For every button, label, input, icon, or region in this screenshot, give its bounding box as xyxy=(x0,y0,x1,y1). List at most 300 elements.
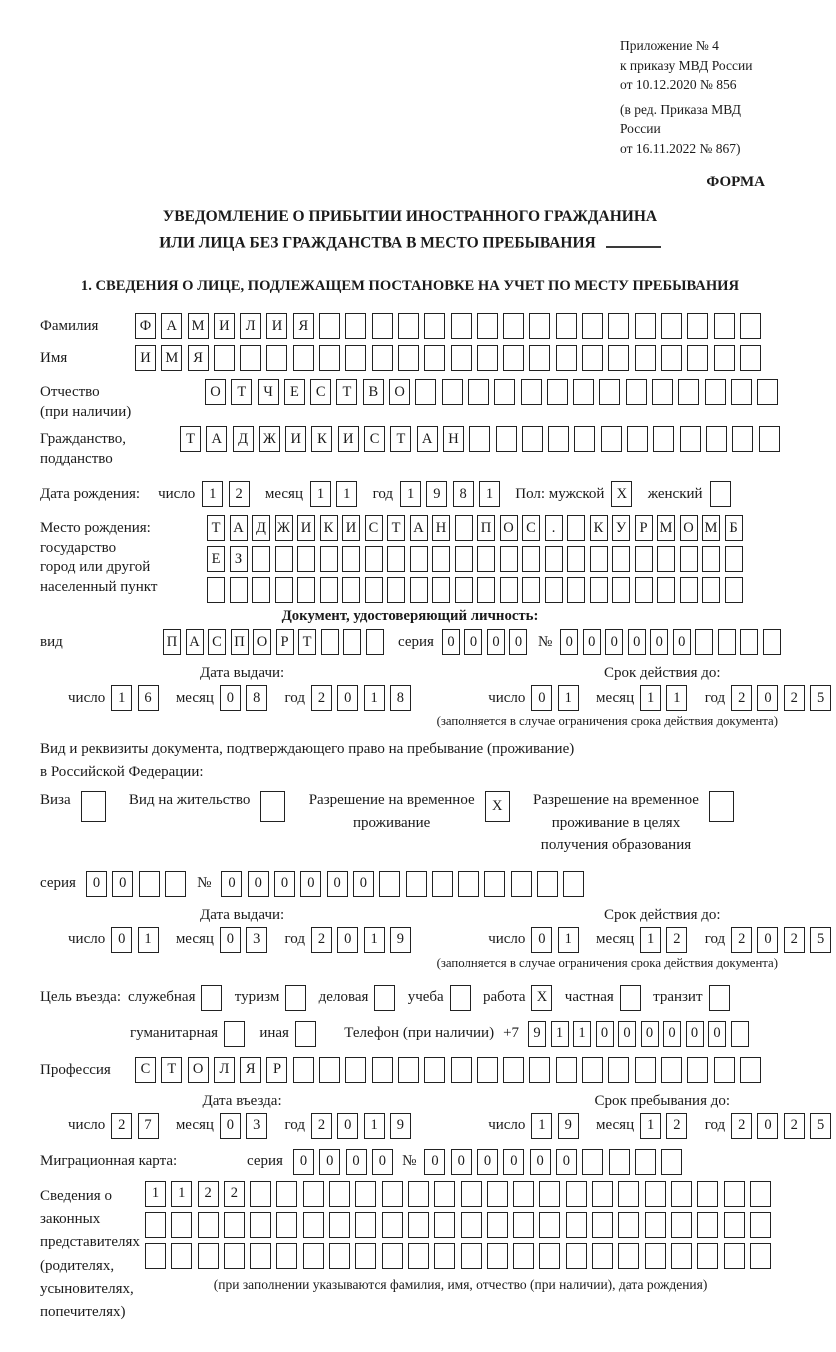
char-cell[interactable] xyxy=(592,1181,613,1207)
char-cell[interactable] xyxy=(627,426,648,452)
char-cell[interactable]: 0 xyxy=(530,1149,551,1175)
char-cell[interactable]: 1 xyxy=(400,481,421,507)
char-cell[interactable]: 0 xyxy=(605,629,623,655)
char-cell[interactable] xyxy=(250,1181,271,1207)
char-cell[interactable]: 9 xyxy=(390,1113,411,1139)
char-cell[interactable] xyxy=(740,629,758,655)
char-cell[interactable]: И xyxy=(266,313,287,339)
char-cell[interactable] xyxy=(556,1057,577,1083)
char-cell[interactable]: 9 xyxy=(390,927,411,953)
char-cell[interactable]: А xyxy=(186,629,204,655)
char-cell[interactable]: Е xyxy=(284,379,305,405)
char-cell[interactable] xyxy=(224,1243,245,1269)
char-cell[interactable] xyxy=(145,1212,166,1238)
char-cell[interactable] xyxy=(529,1057,550,1083)
char-cell[interactable]: Т xyxy=(231,379,252,405)
char-cell[interactable] xyxy=(545,577,563,603)
char-cell[interactable] xyxy=(382,1243,403,1269)
char-cell[interactable]: 0 xyxy=(628,629,646,655)
char-cell[interactable] xyxy=(250,1243,271,1269)
char-cell[interactable]: 1 xyxy=(573,1021,591,1047)
char-cell[interactable]: 5 xyxy=(810,927,831,953)
char-cell[interactable]: 2 xyxy=(784,1113,805,1139)
char-cell[interactable] xyxy=(355,1212,376,1238)
char-cell[interactable] xyxy=(468,379,489,405)
char-cell[interactable]: 0 xyxy=(353,871,374,897)
char-cell[interactable] xyxy=(563,871,584,897)
char-cell[interactable]: 0 xyxy=(583,629,601,655)
char-cell[interactable] xyxy=(214,345,235,371)
char-cell[interactable] xyxy=(740,313,761,339)
char-cell[interactable]: О xyxy=(500,515,518,541)
char-cell[interactable] xyxy=(366,629,384,655)
char-cell[interactable]: 1 xyxy=(558,927,579,953)
char-cell[interactable] xyxy=(678,379,699,405)
char-cell[interactable]: М xyxy=(702,515,720,541)
char-cell[interactable]: 0 xyxy=(372,1149,393,1175)
char-cell[interactable] xyxy=(657,546,675,572)
char-cell[interactable] xyxy=(511,871,532,897)
char-cell[interactable]: 2 xyxy=(111,1113,132,1139)
char-cell[interactable] xyxy=(434,1243,455,1269)
char-cell[interactable] xyxy=(590,577,608,603)
char-cell[interactable]: И xyxy=(285,426,306,452)
char-cell[interactable]: 0 xyxy=(596,1021,614,1047)
char-cell[interactable] xyxy=(406,871,427,897)
char-cell[interactable] xyxy=(521,379,542,405)
char-cell[interactable] xyxy=(293,1057,314,1083)
char-cell[interactable]: 0 xyxy=(220,685,241,711)
char-cell[interactable]: А xyxy=(206,426,227,452)
char-cell[interactable] xyxy=(408,1181,429,1207)
char-cell[interactable] xyxy=(731,379,752,405)
char-cell[interactable] xyxy=(757,379,778,405)
char-cell[interactable] xyxy=(750,1243,771,1269)
char-cell[interactable] xyxy=(635,345,656,371)
char-cell[interactable] xyxy=(303,1212,324,1238)
char-cell[interactable] xyxy=(329,1181,350,1207)
char-cell[interactable]: 0 xyxy=(509,629,527,655)
char-cell[interactable]: 9 xyxy=(426,481,447,507)
char-cell[interactable]: 1 xyxy=(171,1181,192,1207)
char-cell[interactable]: И xyxy=(338,426,359,452)
char-cell[interactable] xyxy=(695,629,713,655)
char-cell[interactable] xyxy=(139,871,160,897)
char-cell[interactable]: А xyxy=(161,313,182,339)
char-cell[interactable] xyxy=(321,629,339,655)
char-cell[interactable] xyxy=(410,577,428,603)
char-cell[interactable] xyxy=(408,1212,429,1238)
char-cell[interactable] xyxy=(382,1181,403,1207)
char-cell[interactable]: Ф xyxy=(135,313,156,339)
char-cell[interactable] xyxy=(740,345,761,371)
char-cell[interactable]: 1 xyxy=(640,685,661,711)
char-cell[interactable] xyxy=(319,313,340,339)
char-cell[interactable]: 2 xyxy=(731,1113,752,1139)
char-cell[interactable]: А xyxy=(410,515,428,541)
char-cell[interactable]: Б xyxy=(725,515,743,541)
char-cell[interactable]: 0 xyxy=(319,1149,340,1175)
char-cell[interactable] xyxy=(714,1057,735,1083)
char-cell[interactable]: 0 xyxy=(531,927,552,953)
char-cell[interactable] xyxy=(618,1243,639,1269)
char-cell[interactable] xyxy=(372,313,393,339)
char-cell[interactable]: Ч xyxy=(258,379,279,405)
char-cell[interactable] xyxy=(750,1181,771,1207)
char-cell[interactable]: 1 xyxy=(111,685,132,711)
char-cell[interactable]: Р xyxy=(266,1057,287,1083)
char-cell[interactable]: 1 xyxy=(310,481,331,507)
char-cell[interactable] xyxy=(477,313,498,339)
char-cell[interactable] xyxy=(548,426,569,452)
char-cell[interactable]: 0 xyxy=(673,629,691,655)
char-cell[interactable]: Т xyxy=(390,426,411,452)
char-cell[interactable] xyxy=(661,313,682,339)
char-cell[interactable]: О xyxy=(253,629,271,655)
char-cell[interactable]: Л xyxy=(214,1057,235,1083)
char-cell[interactable]: 1 xyxy=(666,685,687,711)
char-cell[interactable] xyxy=(81,791,106,822)
char-cell[interactable]: 2 xyxy=(784,685,805,711)
char-cell[interactable]: О xyxy=(205,379,226,405)
char-cell[interactable] xyxy=(671,1181,692,1207)
char-cell[interactable]: К xyxy=(311,426,332,452)
char-cell[interactable]: 5 xyxy=(810,1113,831,1139)
char-cell[interactable] xyxy=(635,546,653,572)
char-cell[interactable] xyxy=(759,426,780,452)
char-cell[interactable] xyxy=(415,379,436,405)
char-cell[interactable] xyxy=(718,629,736,655)
char-cell[interactable] xyxy=(582,1149,603,1175)
char-cell[interactable] xyxy=(609,1149,630,1175)
char-cell[interactable] xyxy=(458,871,479,897)
char-cell[interactable] xyxy=(671,1212,692,1238)
char-cell[interactable] xyxy=(539,1243,560,1269)
char-cell[interactable]: 2 xyxy=(311,927,332,953)
char-cell[interactable] xyxy=(556,345,577,371)
char-cell[interactable] xyxy=(653,426,674,452)
char-cell[interactable] xyxy=(567,546,585,572)
char-cell[interactable] xyxy=(387,546,405,572)
char-cell[interactable] xyxy=(582,1057,603,1083)
char-cell[interactable] xyxy=(345,313,366,339)
char-cell[interactable]: Т xyxy=(180,426,201,452)
char-cell[interactable]: 0 xyxy=(86,871,107,897)
char-cell[interactable] xyxy=(355,1181,376,1207)
char-cell[interactable] xyxy=(503,345,524,371)
char-cell[interactable] xyxy=(539,1181,560,1207)
char-cell[interactable] xyxy=(635,577,653,603)
char-cell[interactable]: 1 xyxy=(364,1113,385,1139)
char-cell[interactable] xyxy=(424,345,445,371)
char-cell[interactable] xyxy=(252,577,270,603)
char-cell[interactable] xyxy=(355,1243,376,1269)
char-cell[interactable] xyxy=(455,515,473,541)
char-cell[interactable] xyxy=(171,1243,192,1269)
char-cell[interactable]: 8 xyxy=(390,685,411,711)
char-cell[interactable]: М xyxy=(161,345,182,371)
char-cell[interactable] xyxy=(487,1243,508,1269)
char-cell[interactable] xyxy=(645,1243,666,1269)
char-cell[interactable] xyxy=(477,345,498,371)
char-cell[interactable]: 0 xyxy=(424,1149,445,1175)
char-cell[interactable] xyxy=(319,1057,340,1083)
char-cell[interactable] xyxy=(574,426,595,452)
char-cell[interactable] xyxy=(750,1212,771,1238)
char-cell[interactable]: 1 xyxy=(640,1113,661,1139)
char-cell[interactable] xyxy=(724,1212,745,1238)
char-cell[interactable] xyxy=(477,1057,498,1083)
char-cell[interactable] xyxy=(599,379,620,405)
char-cell[interactable] xyxy=(345,345,366,371)
char-cell[interactable] xyxy=(240,345,261,371)
char-cell[interactable] xyxy=(725,577,743,603)
char-cell[interactable] xyxy=(652,379,673,405)
char-cell[interactable] xyxy=(432,871,453,897)
char-cell[interactable]: 1 xyxy=(531,1113,552,1139)
char-cell[interactable] xyxy=(276,1181,297,1207)
char-cell[interactable] xyxy=(680,546,698,572)
char-cell[interactable] xyxy=(487,1212,508,1238)
char-cell[interactable] xyxy=(661,1057,682,1083)
char-cell[interactable] xyxy=(566,1243,587,1269)
char-cell[interactable] xyxy=(566,1181,587,1207)
char-cell[interactable] xyxy=(661,1149,682,1175)
char-cell[interactable]: С xyxy=(364,426,385,452)
char-cell[interactable] xyxy=(687,345,708,371)
char-cell[interactable] xyxy=(522,577,540,603)
char-cell[interactable] xyxy=(710,481,731,507)
char-cell[interactable] xyxy=(529,313,550,339)
char-cell[interactable]: 0 xyxy=(111,927,132,953)
char-cell[interactable] xyxy=(582,345,603,371)
char-cell[interactable]: 0 xyxy=(477,1149,498,1175)
char-cell[interactable] xyxy=(432,577,450,603)
char-cell[interactable]: 0 xyxy=(757,685,778,711)
char-cell[interactable] xyxy=(582,313,603,339)
char-cell[interactable] xyxy=(724,1181,745,1207)
char-cell[interactable]: Д xyxy=(233,426,254,452)
char-cell[interactable]: Н xyxy=(443,426,464,452)
char-cell[interactable]: К xyxy=(590,515,608,541)
char-cell[interactable]: М xyxy=(657,515,675,541)
char-cell[interactable] xyxy=(697,1212,718,1238)
char-cell[interactable] xyxy=(500,546,518,572)
char-cell[interactable] xyxy=(275,546,293,572)
char-cell[interactable]: Ж xyxy=(275,515,293,541)
char-cell[interactable]: 0 xyxy=(300,871,321,897)
char-cell[interactable] xyxy=(461,1181,482,1207)
char-cell[interactable]: 8 xyxy=(453,481,474,507)
char-cell[interactable] xyxy=(320,577,338,603)
char-cell[interactable]: 0 xyxy=(248,871,269,897)
char-cell[interactable] xyxy=(252,546,270,572)
char-cell[interactable] xyxy=(680,577,698,603)
char-cell[interactable]: И xyxy=(214,313,235,339)
char-cell[interactable]: А xyxy=(417,426,438,452)
char-cell[interactable] xyxy=(451,345,472,371)
char-cell[interactable]: 0 xyxy=(346,1149,367,1175)
char-cell[interactable] xyxy=(207,577,225,603)
char-cell[interactable] xyxy=(513,1212,534,1238)
char-cell[interactable]: 2 xyxy=(784,927,805,953)
char-cell[interactable]: 0 xyxy=(708,1021,726,1047)
char-cell[interactable] xyxy=(687,313,708,339)
char-cell[interactable] xyxy=(198,1212,219,1238)
char-cell[interactable]: 2 xyxy=(224,1181,245,1207)
char-cell[interactable] xyxy=(171,1212,192,1238)
char-cell[interactable] xyxy=(342,546,360,572)
char-cell[interactable] xyxy=(618,1181,639,1207)
char-cell[interactable]: 0 xyxy=(442,629,460,655)
char-cell[interactable] xyxy=(590,546,608,572)
char-cell[interactable] xyxy=(343,629,361,655)
char-cell[interactable]: 0 xyxy=(274,871,295,897)
char-cell[interactable] xyxy=(372,1057,393,1083)
char-cell[interactable] xyxy=(567,515,585,541)
char-cell[interactable] xyxy=(697,1243,718,1269)
char-cell[interactable]: 1 xyxy=(551,1021,569,1047)
char-cell[interactable] xyxy=(608,313,629,339)
char-cell[interactable] xyxy=(487,1181,508,1207)
char-cell[interactable] xyxy=(612,546,630,572)
char-cell[interactable] xyxy=(266,345,287,371)
char-cell[interactable]: И xyxy=(297,515,315,541)
char-cell[interactable] xyxy=(329,1212,350,1238)
char-cell[interactable] xyxy=(496,426,517,452)
char-cell[interactable]: П xyxy=(163,629,181,655)
char-cell[interactable] xyxy=(461,1243,482,1269)
char-cell[interactable]: В xyxy=(363,379,384,405)
char-cell[interactable]: 0 xyxy=(293,1149,314,1175)
char-cell[interactable] xyxy=(442,379,463,405)
char-cell[interactable] xyxy=(424,313,445,339)
char-cell[interactable] xyxy=(567,577,585,603)
char-cell[interactable] xyxy=(260,791,285,822)
char-cell[interactable] xyxy=(620,985,641,1011)
char-cell[interactable]: 0 xyxy=(503,1149,524,1175)
char-cell[interactable]: 3 xyxy=(246,927,267,953)
char-cell[interactable] xyxy=(451,1057,472,1083)
char-cell[interactable] xyxy=(469,426,490,452)
char-cell[interactable] xyxy=(513,1181,534,1207)
char-cell[interactable] xyxy=(566,1212,587,1238)
char-cell[interactable]: Е xyxy=(207,546,225,572)
char-cell[interactable]: 0 xyxy=(464,629,482,655)
char-cell[interactable]: 8 xyxy=(246,685,267,711)
char-cell[interactable] xyxy=(714,345,735,371)
char-cell[interactable]: 0 xyxy=(220,1113,241,1139)
char-cell[interactable] xyxy=(573,379,594,405)
char-cell[interactable]: Т xyxy=(298,629,316,655)
char-cell[interactable] xyxy=(635,1057,656,1083)
char-cell[interactable] xyxy=(709,985,730,1011)
char-cell[interactable]: X xyxy=(531,985,552,1011)
char-cell[interactable] xyxy=(608,345,629,371)
char-cell[interactable] xyxy=(410,546,428,572)
char-cell[interactable] xyxy=(706,426,727,452)
char-cell[interactable]: 2 xyxy=(666,927,687,953)
char-cell[interactable]: X xyxy=(485,791,510,822)
char-cell[interactable] xyxy=(432,546,450,572)
char-cell[interactable] xyxy=(398,345,419,371)
char-cell[interactable] xyxy=(661,345,682,371)
char-cell[interactable] xyxy=(319,345,340,371)
char-cell[interactable]: X xyxy=(611,481,632,507)
char-cell[interactable]: 2 xyxy=(666,1113,687,1139)
char-cell[interactable]: 2 xyxy=(198,1181,219,1207)
char-cell[interactable]: О xyxy=(389,379,410,405)
char-cell[interactable]: 0 xyxy=(451,1149,472,1175)
char-cell[interactable] xyxy=(484,871,505,897)
char-cell[interactable]: О xyxy=(680,515,698,541)
char-cell[interactable] xyxy=(522,426,543,452)
char-cell[interactable] xyxy=(224,1021,245,1047)
char-cell[interactable]: Я xyxy=(240,1057,261,1083)
char-cell[interactable]: 0 xyxy=(327,871,348,897)
char-cell[interactable]: 0 xyxy=(650,629,668,655)
char-cell[interactable] xyxy=(592,1212,613,1238)
char-cell[interactable] xyxy=(709,791,734,822)
char-cell[interactable] xyxy=(276,1243,297,1269)
char-cell[interactable] xyxy=(293,345,314,371)
char-cell[interactable] xyxy=(434,1181,455,1207)
char-cell[interactable] xyxy=(545,546,563,572)
char-cell[interactable]: М xyxy=(188,313,209,339)
char-cell[interactable]: 0 xyxy=(220,927,241,953)
char-cell[interactable] xyxy=(500,577,518,603)
char-cell[interactable] xyxy=(635,1149,656,1175)
char-cell[interactable] xyxy=(365,546,383,572)
char-cell[interactable] xyxy=(230,577,248,603)
char-cell[interactable] xyxy=(250,1212,271,1238)
char-cell[interactable] xyxy=(503,313,524,339)
char-cell[interactable] xyxy=(645,1181,666,1207)
char-cell[interactable]: 2 xyxy=(731,927,752,953)
char-cell[interactable] xyxy=(645,1212,666,1238)
char-cell[interactable] xyxy=(145,1243,166,1269)
char-cell[interactable] xyxy=(455,546,473,572)
char-cell[interactable]: 0 xyxy=(556,1149,577,1175)
char-cell[interactable] xyxy=(295,1021,316,1047)
char-cell[interactable] xyxy=(297,577,315,603)
char-cell[interactable]: Т xyxy=(161,1057,182,1083)
char-cell[interactable] xyxy=(477,577,495,603)
char-cell[interactable] xyxy=(702,577,720,603)
char-cell[interactable] xyxy=(724,1243,745,1269)
char-cell[interactable] xyxy=(387,577,405,603)
char-cell[interactable] xyxy=(725,546,743,572)
char-cell[interactable] xyxy=(702,546,720,572)
char-cell[interactable]: 0 xyxy=(757,1113,778,1139)
char-cell[interactable]: 1 xyxy=(138,927,159,953)
char-cell[interactable]: Я xyxy=(188,345,209,371)
char-cell[interactable] xyxy=(687,1057,708,1083)
char-cell[interactable] xyxy=(329,1243,350,1269)
char-cell[interactable]: 0 xyxy=(531,685,552,711)
char-cell[interactable]: С xyxy=(365,515,383,541)
char-cell[interactable]: 2 xyxy=(731,685,752,711)
char-cell[interactable] xyxy=(372,345,393,371)
char-cell[interactable]: Л xyxy=(240,313,261,339)
char-cell[interactable]: 0 xyxy=(618,1021,636,1047)
char-cell[interactable] xyxy=(201,985,222,1011)
char-cell[interactable]: Т xyxy=(387,515,405,541)
char-cell[interactable] xyxy=(537,871,558,897)
char-cell[interactable] xyxy=(731,1021,749,1047)
char-cell[interactable] xyxy=(513,1243,534,1269)
char-cell[interactable]: . xyxy=(545,515,563,541)
